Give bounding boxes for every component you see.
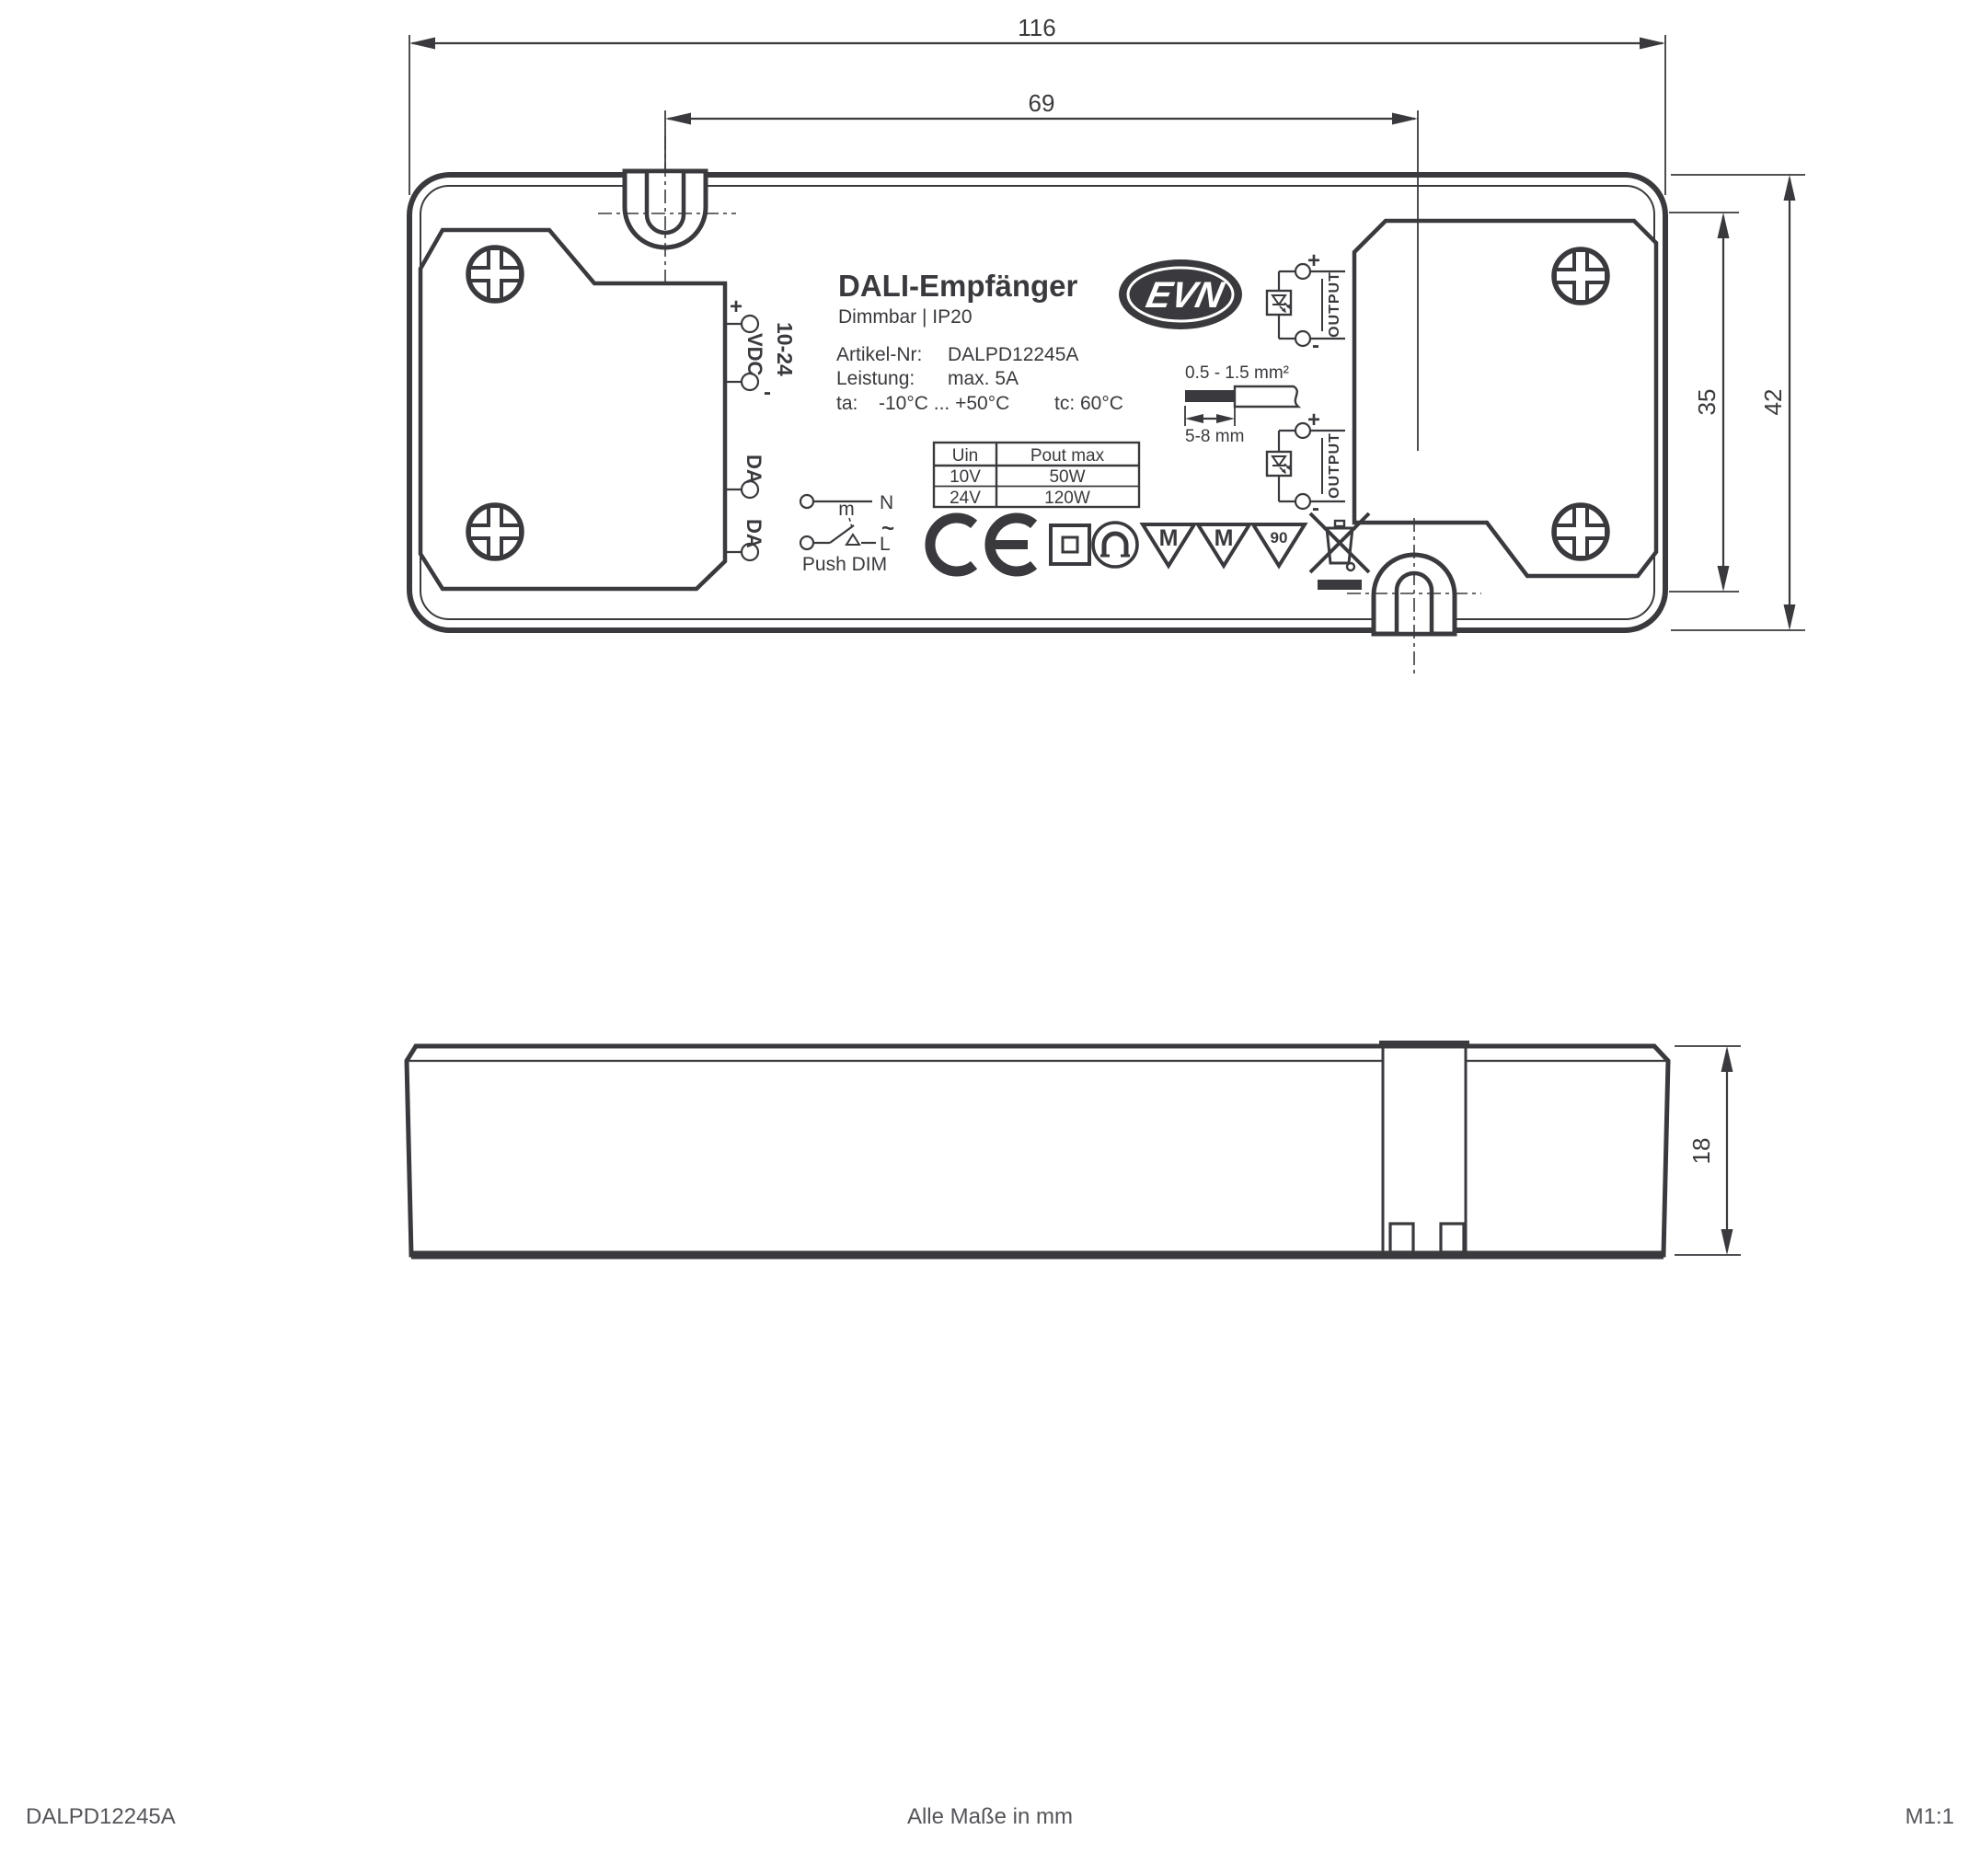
side-view xyxy=(407,1044,1668,1255)
output1-plus: + xyxy=(1307,248,1321,273)
n-label: N xyxy=(880,492,894,513)
top-view xyxy=(409,136,1665,674)
led-icon xyxy=(1267,291,1291,315)
product-title: DALI-Empfänger xyxy=(838,269,1078,303)
power-label: Leistung: xyxy=(836,368,915,389)
table-cell: 120W xyxy=(1044,489,1090,508)
ta-label: ta: xyxy=(836,393,858,414)
output2-plus: + xyxy=(1307,408,1321,432)
vdc-plus-sign: + xyxy=(729,294,743,319)
tc-value: tc: 60°C xyxy=(1054,393,1123,414)
led-icon xyxy=(1267,452,1291,476)
table-cell: 10V xyxy=(950,467,981,487)
dim-116-text: 116 xyxy=(1018,14,1056,41)
dimension-side-18 xyxy=(1675,1046,1741,1255)
ac-symbol: ~ xyxy=(881,516,895,541)
evn-logo-text: EVN xyxy=(1142,273,1227,316)
screw-icon xyxy=(1554,505,1607,558)
output1-minus: - xyxy=(1312,333,1319,358)
da1-label: DA xyxy=(742,455,766,484)
ta-value: -10°C ... +50°C xyxy=(879,393,1010,414)
side-outline xyxy=(407,1046,1668,1255)
l-label: L xyxy=(880,534,891,555)
table-header-pout: Pout max xyxy=(1030,446,1105,466)
screw-icon xyxy=(468,505,522,558)
svg-text:M: M xyxy=(1158,525,1179,551)
vdc-range-label: 10-24 xyxy=(773,322,797,376)
output1-label: OUTPUT xyxy=(1327,271,1342,338)
da2-label: DA xyxy=(742,519,766,548)
dim-69-text: 69 xyxy=(1028,89,1055,117)
output2-minus: - xyxy=(1312,496,1319,521)
vdc-minus-sign: - xyxy=(764,380,771,405)
right-terminal-block xyxy=(1354,221,1656,576)
dim-42-text: 42 xyxy=(1759,388,1787,416)
strip-length-label: 5-8 mm xyxy=(1185,427,1245,446)
m-label: m xyxy=(838,499,855,520)
svg-text:M: M xyxy=(1214,525,1234,551)
table-header-uin: Uin xyxy=(951,446,979,466)
article-label: Artikel-Nr: xyxy=(836,344,923,365)
table-cell: 50W xyxy=(1049,467,1086,487)
footer-scale: M1:1 xyxy=(1905,1804,1954,1829)
product-subtitle: Dimmbar | IP20 xyxy=(838,306,973,328)
footer-units-note: Alle Maße in mm xyxy=(906,1804,1074,1829)
push-dim-label: Push DIM xyxy=(801,554,888,575)
evn-logo xyxy=(1119,259,1242,329)
footer-article-number: DALPD12245A xyxy=(26,1804,176,1829)
article-value: DALPD12245A xyxy=(948,344,1079,365)
screw-icon xyxy=(1554,249,1607,303)
dim-18-text: 18 xyxy=(1687,1137,1715,1165)
output2-label: OUTPUT xyxy=(1327,432,1342,499)
power-value: max. 5A xyxy=(948,368,1019,389)
dimension-block-35 xyxy=(1669,213,1739,592)
svg-text:90: 90 xyxy=(1270,529,1288,547)
screw-icon xyxy=(468,247,522,301)
vdc-label: VDC xyxy=(743,333,766,376)
footer xyxy=(26,1804,1954,1829)
dim-35-text: 35 xyxy=(1693,388,1721,416)
table-cell: 24V xyxy=(950,489,981,508)
cross-section-label: 0.5 - 1.5 mm² xyxy=(1185,363,1289,383)
dimension-height-42 xyxy=(1671,175,1805,630)
